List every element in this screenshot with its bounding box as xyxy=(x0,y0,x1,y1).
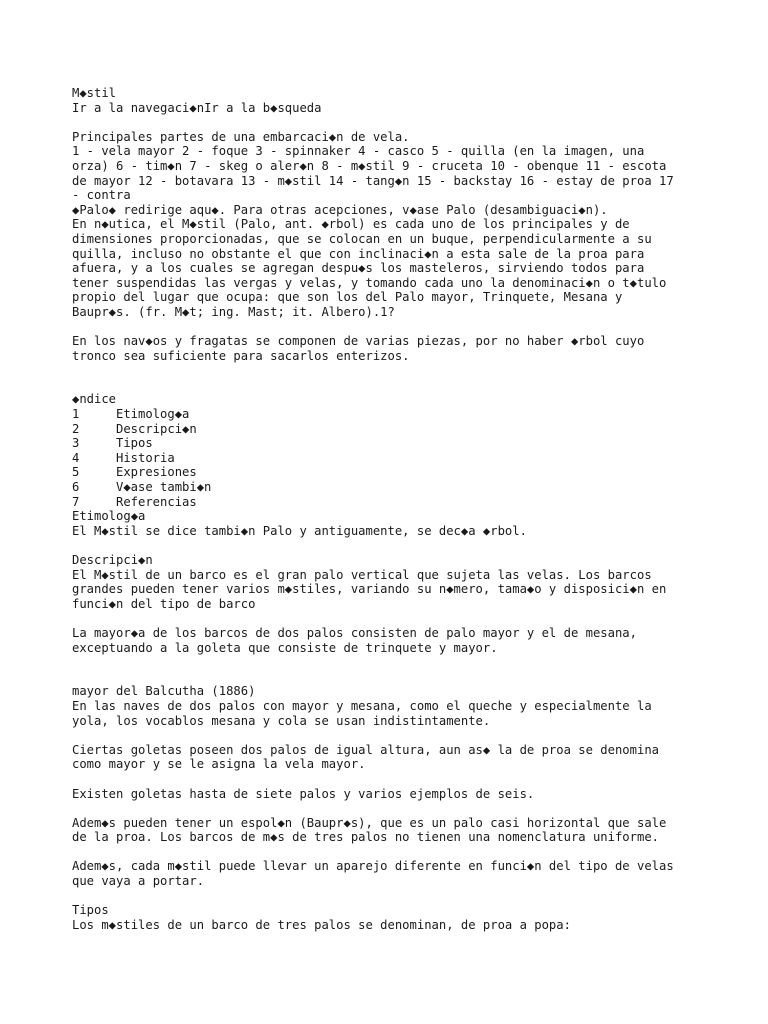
toc-item[interactable] xyxy=(72,495,722,510)
toc-item-label[interactable]: V◆ase tambi◆n xyxy=(116,480,212,495)
goletas-line: como mayor y se le asigna la vela mayor. xyxy=(72,757,366,772)
navios-line: tronco sea suficiente para sacarlos enterizos. xyxy=(72,348,410,363)
intro-line: propio del lugar que ocupa: que son los del Palo mayor, Trinquete, Mesana y xyxy=(72,290,623,305)
toc-item-number: 1 xyxy=(72,407,80,422)
toc-item[interactable] xyxy=(72,451,722,466)
toc-item[interactable] xyxy=(72,465,722,480)
goletas-paragraph-1 xyxy=(72,743,722,772)
toc-item-number: 5 xyxy=(72,465,80,480)
section-heading-etimologia: Etimolog◆a xyxy=(72,509,146,524)
spacer xyxy=(72,728,722,743)
descripcion-line: funci◆n del tipo de barco xyxy=(72,596,256,611)
intro-line: Principales partes de una embarcaci◆n de vela. xyxy=(72,129,410,144)
toc-item[interactable] xyxy=(72,422,722,437)
toc-item-label[interactable]: Descripci◆n xyxy=(116,421,197,436)
aparejo-line: Adem◆s, cada m◆stil puede llevar un aparejo diferente en funci◆n del tipo de velas xyxy=(72,859,674,874)
spacer xyxy=(72,801,722,816)
balcutha-paragraph xyxy=(72,684,722,728)
intro-line: de mayor 12 - botavara 13 - m◆stil 14 - tang◆n 15 - backstay 16 - estay de proa 17 xyxy=(72,173,674,188)
goletas-line: Ciertas goletas poseen dos palos de igual altura, aun as◆ la de proa se denomina xyxy=(72,742,659,757)
toc-item[interactable] xyxy=(72,480,722,495)
spacer xyxy=(72,655,722,684)
toc-item-number: 3 xyxy=(72,436,80,451)
descripcion-line: grandes pueden tener varios m◆stiles, variando su n◆mero, tama◆o y disposici◆n en xyxy=(72,582,667,597)
spacer xyxy=(72,115,722,130)
toc-item-number: 2 xyxy=(72,421,80,436)
espolon-line: de la proa. Los barcos de m◆s de tres palos no tienen una nomenclatura uniforme. xyxy=(72,830,659,845)
document-page xyxy=(72,86,722,932)
spacer xyxy=(72,611,722,626)
aparejo-line: que vaya a portar. xyxy=(72,874,205,889)
toc-heading: ◆ndice xyxy=(72,392,117,407)
intro-line: orza) 6 - tim◆n 7 - skeg o aler◆n 8 - m◆stil 9 - cruceta 10 - obenque 11 - escota xyxy=(72,158,667,173)
image-caption: mayor del Balcutha (1886) xyxy=(72,684,256,699)
spacer xyxy=(72,363,722,392)
toc-item-number: 7 xyxy=(72,494,80,509)
intro-line: tener suspendidas las vergas y velas, y tomando cada uno la denominaci◆n o t◆tulo xyxy=(72,275,667,290)
intro-paragraph xyxy=(72,130,722,320)
balcutha-line: yola, los vocablos mesana y cola se usan indistintamente. xyxy=(72,713,491,728)
intro-line: - contra xyxy=(72,188,131,203)
descripcion-line: exceptuando a la goleta que consiste de trinquete y mayor. xyxy=(72,640,498,655)
navios-line: En los nav◆os y fragatas se componen de varias piezas, por no haber ◆rbol cuyo xyxy=(72,334,645,349)
tipos-text: Los m◆stiles de un barco de tres palos se denominan, de proa a popa: xyxy=(72,917,571,932)
toc-item[interactable] xyxy=(72,407,722,422)
descripcion-line: La mayor◆a de los barcos de dos palos consisten de palo mayor y el de mesana, xyxy=(72,625,637,640)
section-heading-descripcion: Descripci◆n xyxy=(72,553,153,567)
spacer xyxy=(72,845,722,860)
toc-item[interactable] xyxy=(72,436,722,451)
balcutha-line: En las naves de dos palos con mayor y mesana, como el queche y especialmente la xyxy=(72,698,652,713)
intro-line: Baupr◆s. (fr. M◆t; ing. Mast; it. Albero).1? xyxy=(72,304,395,319)
toc-item-label[interactable]: Historia xyxy=(116,450,175,465)
goletas-paragraph-2: Existen goletas hasta de siete palos y varios ejemplos de seis. xyxy=(72,786,535,801)
spacer xyxy=(72,320,722,335)
page-title: M◆stil xyxy=(72,86,117,100)
section-heading-tipos: Tipos xyxy=(72,903,109,918)
spacer xyxy=(72,772,722,787)
intro-line: dimensiones proporcionadas, que se colocan en un buque, perpendicularmente a su xyxy=(72,231,652,246)
espolon-line: Adem◆s pueden tener un espol◆n (Baupr◆s), que es un palo casi horizontal que sale xyxy=(72,815,667,830)
spacer xyxy=(72,538,722,553)
descripcion-paragraph-1 xyxy=(72,568,722,612)
etimologia-text: El M◆stil se dice tambi◆n Palo y antiguamente, se dec◆a ◆rbol. xyxy=(72,523,527,538)
navigation-skip-links[interactable]: Ir a la navegaci◆nIr a la b◆squeda xyxy=(72,100,322,115)
espolon-paragraph xyxy=(72,816,722,845)
toc-item-label[interactable]: Etimolog◆a xyxy=(116,407,190,422)
intro-line: ◆Palo◆ redirige aqu◆. Para otras acepciones, v◆ase Palo (desambiguaci◆n). xyxy=(72,202,608,217)
descripcion-paragraph-2 xyxy=(72,626,722,655)
toc-item-number: 4 xyxy=(72,450,80,465)
navios-paragraph xyxy=(72,334,722,363)
toc-item-label[interactable]: Expresiones xyxy=(116,465,197,480)
toc-item-label[interactable]: Tipos xyxy=(116,436,153,451)
intro-line: 1 - vela mayor 2 - foque 3 - spinnaker 4 - casco 5 - quilla (en la imagen, una xyxy=(72,144,645,159)
descripcion-line: El M◆stil de un barco es el gran palo vertical que sujeta las velas. Los barcos xyxy=(72,567,652,582)
spacer xyxy=(72,889,722,904)
toc-item-label[interactable]: Referencias xyxy=(116,494,197,509)
toc-item-number: 6 xyxy=(72,480,80,495)
intro-line: quilla, incluso no obstante el que con inclinaci◆n a esta sale de la proa para xyxy=(72,246,645,261)
intro-line: En n◆utica, el M◆stil (Palo, ant. ◆rbol) es cada uno de los principales y de xyxy=(72,217,630,232)
table-of-contents xyxy=(72,407,722,509)
intro-line: afuera, y a los cuales se agregan despu◆s los masteleros, sirviendo todos para xyxy=(72,261,645,276)
aparejo-paragraph xyxy=(72,859,722,888)
